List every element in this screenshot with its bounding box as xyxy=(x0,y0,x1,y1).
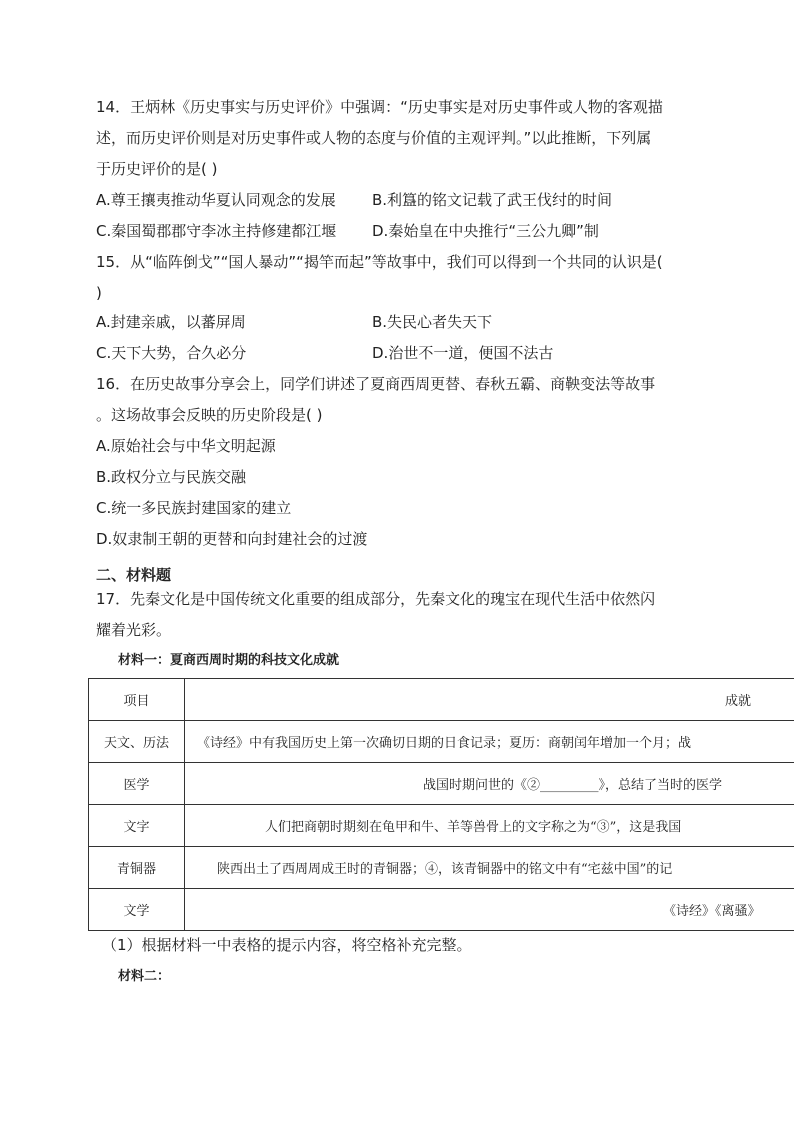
table-row-label: 文学 xyxy=(89,889,185,931)
q14-option-b[interactable]: B.利簋的铭文记载了武王伐纣的时间 xyxy=(372,191,613,209)
q15-option-a[interactable]: A.封建亲戚，以蕃屏周 xyxy=(96,313,246,331)
q14-option-d[interactable]: D.秦始皇在中央推行“三公九卿”制 xyxy=(372,222,599,240)
table-row-label: 天文、历法 xyxy=(89,721,185,763)
q16-stem-line-1: 16．在历史故事分享会上，同学们讲述了夏商西周更替、春秋五霸、商鞅变法等故事 xyxy=(96,375,656,393)
section-title: 二、材料题 xyxy=(96,566,172,584)
table-row-content: 《诗经》中有我国历史上第一次确切日期的日食记录；夏历：商朝闰年增加一个月；战 xyxy=(185,721,794,763)
table-row-label: 文字 xyxy=(89,805,185,847)
q17-stem-line-1: 17．先秦文化是中国传统文化重要的组成部分，先秦文化的瑰宝在现代生活中依然闪 xyxy=(96,590,656,608)
table-row-content: 战国时期问世的《②_________》，总结了当时的医学 xyxy=(185,763,794,805)
q16-option-b[interactable]: B.政权分立与民族交融 xyxy=(96,468,247,486)
q14-option-a[interactable]: A.尊王攘夷推动华夏认同观念的发展 xyxy=(96,191,336,209)
material-two-title: 材料二： xyxy=(118,969,171,984)
q14-option-c[interactable]: C.秦国蜀郡郡守李冰主持修建都江堰 xyxy=(96,222,337,240)
q16-option-a[interactable]: A.原始社会与中华文明起源 xyxy=(96,437,276,455)
q16-option-c[interactable]: C.统一多民族封建国家的建立 xyxy=(96,499,292,517)
table-header-achievement: 成就 xyxy=(185,679,794,721)
q15-option-b[interactable]: B.失民心者失天下 xyxy=(372,313,493,331)
q14-stem-line-2: 述，而历史评价则是对历史事件或人物的态度与价值的主观评判。”以此推断，下列属 xyxy=(96,129,652,147)
table-row xyxy=(89,805,794,847)
table-row-label: 青铜器 xyxy=(89,847,185,889)
table-row-content: 人们把商朝时期刻在龟甲和牛、羊等兽骨上的文字称之为“③”，这是我国 xyxy=(185,805,794,847)
q16-option-d[interactable]: D.奴隶制王朝的更替和向封建社会的过渡 xyxy=(96,530,368,548)
q15-stem-line-2: ) xyxy=(96,284,102,302)
table-header-item: 项目 xyxy=(89,679,185,721)
achievements-table xyxy=(88,678,794,931)
table-row xyxy=(89,763,794,805)
q14-stem-line-3: 于历史评价的是( ) xyxy=(96,160,218,178)
table-row-content: 《诗经》《离骚》 xyxy=(185,889,794,931)
q16-stem-line-2: 。这场故事会反映的历史阶段是( ) xyxy=(96,406,323,424)
table-row xyxy=(89,847,794,889)
table-row xyxy=(89,721,794,763)
q17-sub-question-1: （1）根据材料一中表格的提示内容，将空格补充完整。 xyxy=(102,936,472,954)
q14-stem-line-1: 14．王炳林《历史事实与历史评价》中强调：“历史事实是对历史事件或人物的客观描 xyxy=(96,98,663,116)
material-one-title: 材料一：夏商西周时期的科技文化成就 xyxy=(118,653,340,668)
q17-stem-line-2: 耀着光彩。 xyxy=(96,621,172,639)
table-row-label: 医学 xyxy=(89,763,185,805)
q15-option-d[interactable]: D.治世不一道，便国不法古 xyxy=(372,344,554,362)
q15-option-c[interactable]: C.天下大势，合久必分 xyxy=(96,344,247,362)
table-header-row xyxy=(89,679,794,721)
table-row-content: 陕西出土了西周周成王时的青铜器；④，该青铜器中的铭文中有“宅兹中国”的记 xyxy=(185,847,794,889)
table-row xyxy=(89,889,794,931)
q15-stem-line-1: 15．从“临阵倒戈”“国人暴动”“揭竿而起”等故事中，我们可以得到一个共同的认识是( xyxy=(96,253,663,271)
